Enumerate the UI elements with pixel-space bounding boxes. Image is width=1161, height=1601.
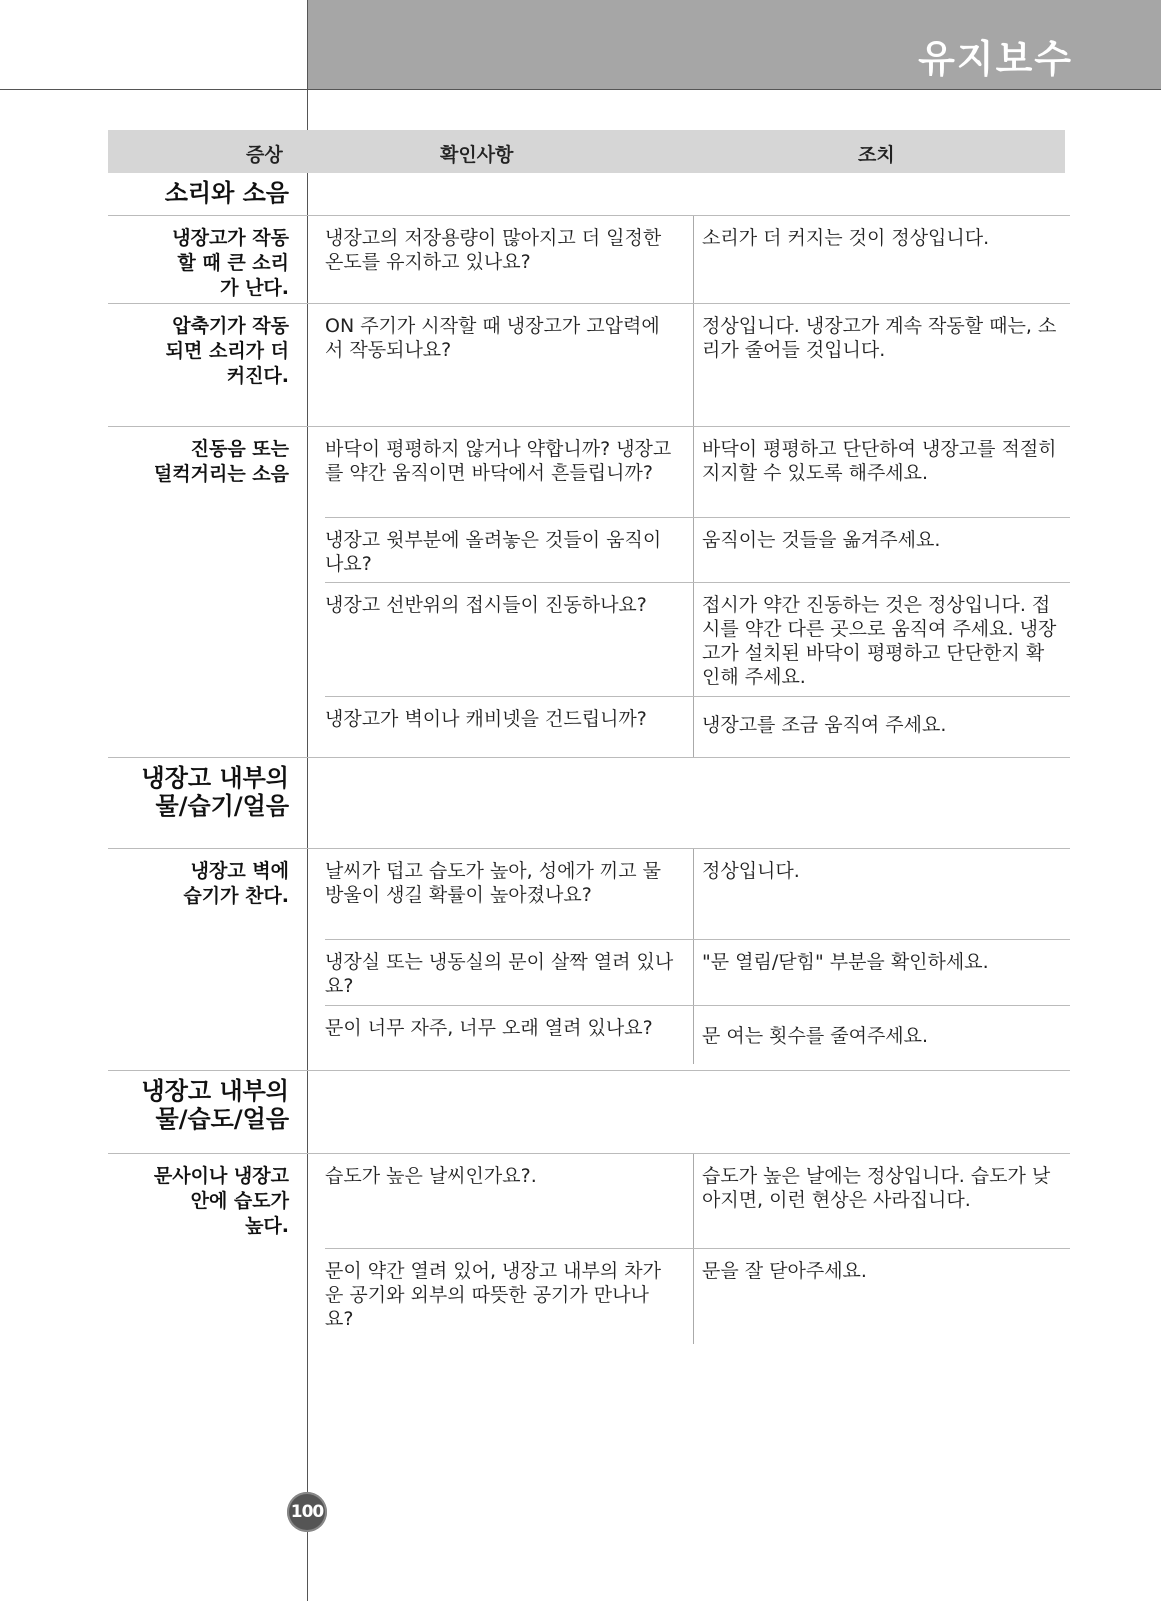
section-heading: [108, 173, 1070, 215]
table-row: [108, 849, 1070, 939]
table-row: [108, 583, 1070, 696]
action-cell: 움직이는 것들을 옮겨주세요.: [702, 529, 941, 551]
table-row: [108, 304, 1070, 426]
symptom-cell: 냉장고가 작동 할 때 큰 소리 가 난다.: [172, 227, 289, 299]
action-cell: 정상입니다.: [702, 860, 800, 882]
action-cell: 소리가 더 커지는 것이 정상입니다.: [702, 227, 990, 249]
column-divider: [693, 940, 694, 1005]
column-divider: [693, 583, 694, 696]
symptom-cell: 압축기가 작동 되면 소리가 더 커진다.: [165, 315, 289, 387]
check-cell: 습도가 높은 날씨인가요?.: [325, 1165, 537, 1187]
check-cell: 문이 약간 열려 있어, 냉장고 내부의 차가운 공기와 외부의 따뜻한 공기가 만나나요?: [325, 1260, 661, 1330]
column-divider: [693, 427, 694, 517]
column-header-symptom: 증상: [246, 144, 283, 166]
action-cell: 정상입니다. 냉장고가 계속 작동할 때는, 소리가 줄어들 것입니다.: [702, 315, 1057, 361]
section-title: 냉장고 내부의 물/습도/얼음: [141, 1077, 289, 1133]
table-row: [108, 1006, 1070, 1070]
symptom-cell: 문사이나 냉장고 안에 습도가 높다.: [153, 1165, 289, 1237]
check-cell: 냉장고의 저장용량이 많아지고 더 일정한 온도를 유지하고 있나요?: [325, 227, 662, 273]
table-row: [108, 697, 1070, 757]
table-row: [108, 518, 1070, 582]
table-row: [108, 427, 1070, 517]
table-row: [108, 1249, 1070, 1344]
check-cell: 냉장고가 벽이나 캐비넷을 건드립니까?: [325, 708, 647, 730]
action-cell: 바닥이 평평하고 단단하여 냉장고를 적절히 지지할 수 있도록 해주세요.: [702, 438, 1057, 484]
column-header-check: 확인사항: [440, 144, 514, 166]
column-divider: [693, 1006, 694, 1064]
section-heading: [108, 758, 1070, 848]
action-cell: 문을 잘 닫아주세요.: [702, 1260, 867, 1282]
section-title: 소리와 소음: [164, 179, 289, 207]
section-heading: [108, 1071, 1070, 1153]
column-divider: [693, 1154, 694, 1248]
action-cell: 습도가 높은 날에는 정상입니다. 습도가 낮아지면, 이런 현상은 사라집니다.: [702, 1165, 1051, 1211]
table-row: [108, 940, 1070, 1005]
table-row: [108, 216, 1070, 303]
action-cell: "문 열림/닫힘" 부분을 확인하세요.: [702, 951, 989, 973]
column-divider: [693, 1249, 694, 1344]
column-divider: [693, 518, 694, 582]
check-cell: 냉장실 또는 냉동실의 문이 살짝 열려 있나요?: [325, 951, 674, 997]
action-cell: 문 여는 횟수를 줄여주세요.: [702, 1025, 929, 1047]
table-header: [108, 130, 1065, 173]
column-divider: [693, 697, 694, 757]
action-cell: 접시가 약간 진동하는 것은 정상입니다. 접시를 약간 다른 곳으로 움직여 주세요. 냉장고가 설치된 바닥이 평평하고 단단한지 확인해 주세요.: [702, 594, 1057, 688]
check-cell: 문이 너무 자주, 너무 오래 열려 있나요?: [325, 1017, 653, 1039]
symptom-cell: 진동음 또는 덜컥거리는 소음: [153, 438, 289, 485]
check-cell: 바닥이 평평하지 않거나 약합니까? 냉장고를 약간 움직이면 바닥에서 흔들립니까?: [325, 438, 672, 484]
header-band: [308, 0, 1161, 90]
action-cell: 냉장고를 조금 움직여 주세요.: [702, 714, 947, 736]
column-divider: [693, 849, 694, 939]
section-title: 냉장고 내부의 물/습기/얼음: [141, 764, 289, 820]
table-row: [108, 1154, 1070, 1248]
column-divider: [693, 216, 694, 303]
check-cell: ON 주기가 시작할 때 냉장고가 고압력에서 작동되나요?: [325, 315, 660, 361]
check-cell: 날씨가 덥고 습도가 높아, 성에가 끼고 물방울이 생길 확률이 높아졌나요?: [325, 860, 661, 906]
symptom-cell: 냉장고 벽에 습기가 찬다.: [183, 860, 289, 907]
column-header-action: 조치: [858, 144, 895, 166]
check-cell: 냉장고 선반위의 접시들이 진동하나요?: [325, 594, 647, 616]
page-number-badge: 100: [287, 1492, 327, 1532]
top-rule: [0, 89, 308, 90]
page-title: 유지보수: [918, 37, 1073, 81]
check-cell: 냉장고 윗부분에 올려놓은 것들이 움직이나요?: [325, 529, 662, 575]
column-divider: [693, 304, 694, 426]
